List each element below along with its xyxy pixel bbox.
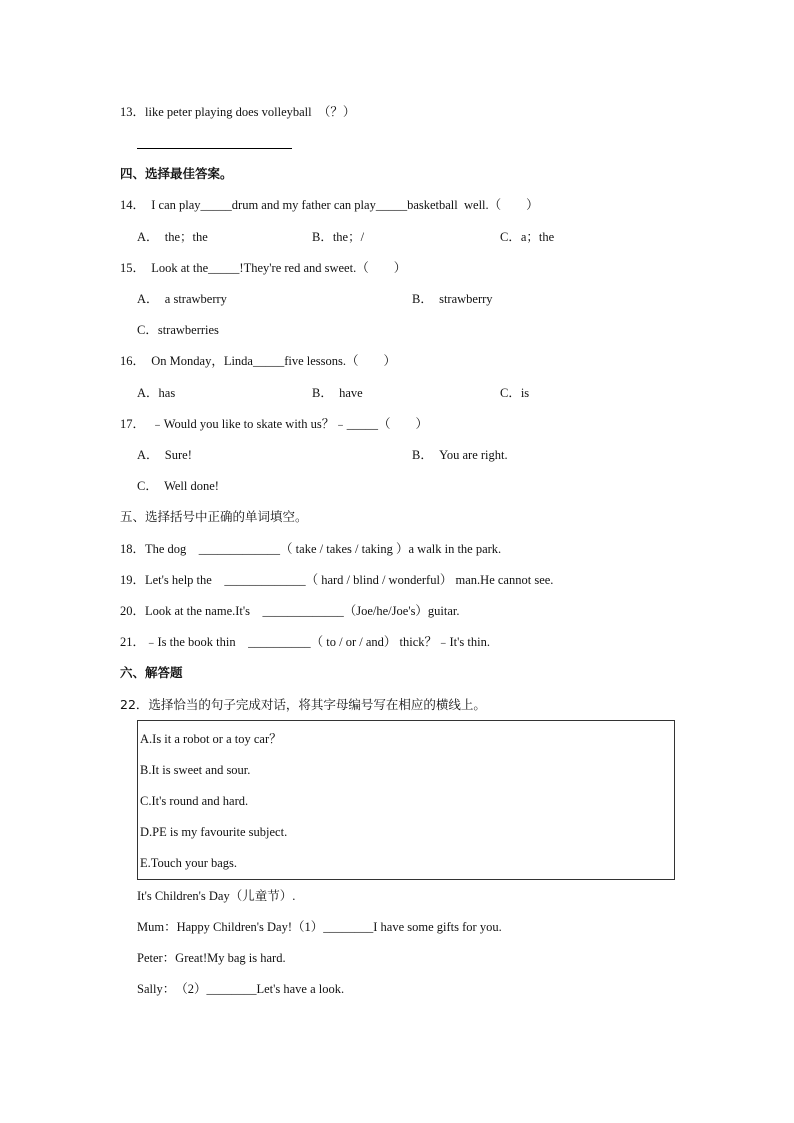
q15-option-b[interactable]: B． strawberry: [412, 292, 493, 306]
option-c: C.It's round and hard.: [140, 794, 249, 808]
q15-option-a[interactable]: A． a strawberry: [137, 292, 227, 306]
question-14: 14． I can play_____drum and my father can play_____basketball well.（ ）: [120, 198, 539, 212]
question-21: 21．﹣Is the book thin __________（ to / or / and） thick？﹣It's thin.: [120, 635, 490, 649]
option-e: E.Touch your bags.: [140, 856, 238, 870]
question-18: 18．The dog _____________（ take / takes / taking ）a walk in the park.: [120, 542, 502, 556]
section-4-title: 四、选择最佳答案。: [120, 166, 233, 181]
dialog-line-4: Sally： （2）________Let's have a look.: [137, 982, 345, 996]
dialog-line-3: Peter：Great!My bag is hard.: [137, 951, 286, 965]
q16-option-c[interactable]: C．is: [500, 386, 530, 400]
question-19: 19．Let's help the _____________（ hard / blind / wonderful） man.He cannot see.: [120, 573, 554, 587]
q14-option-c[interactable]: C．a；the: [500, 230, 555, 244]
q14-option-a[interactable]: A． the；the: [137, 230, 208, 244]
question-20: 20．Look at the name.It's _____________（Joe/he/Joe's）guitar.: [120, 604, 460, 618]
question-13: 13．like peter playing does volleyball （？）: [120, 105, 356, 119]
q14-option-b[interactable]: B．the；/: [312, 230, 365, 244]
question-17: 17． ﹣Would you like to skate with us？﹣_____（ ）: [120, 417, 429, 431]
option-b: B.It is sweet and sour.: [140, 763, 251, 777]
q15-option-c[interactable]: C．strawberries: [137, 323, 219, 337]
q16-option-b[interactable]: B． have: [312, 386, 363, 400]
option-a: A.Is it a robot or a toy car？: [140, 732, 282, 746]
section-6-title: 六、解答题: [120, 665, 183, 680]
question-22: 22．选择恰当的句子完成对话，将其字母编号写在相应的横线上。: [120, 697, 486, 712]
dialog-line-2: Mum：Happy Children's Day!（1）________I have some gifts for you.: [137, 920, 502, 934]
section-5-title: 五、选择括号中正确的单词填空。: [120, 509, 308, 524]
q17-option-c[interactable]: C． Well done!: [137, 479, 219, 493]
q16-option-a[interactable]: A．has: [137, 386, 176, 400]
option-d: D.PE is my favourite subject.: [140, 825, 288, 839]
q17-option-b[interactable]: B． You are right.: [412, 448, 508, 462]
answer-line-13[interactable]: [137, 148, 292, 149]
question-15: 15． Look at the_____!They're red and sweet.（ ）: [120, 261, 407, 275]
q17-option-a[interactable]: A． Sure!: [137, 448, 192, 462]
question-16: 16． On Monday，Linda_____five lessons.（ ）: [120, 354, 397, 368]
options-box: [137, 720, 675, 880]
dialog-line-1: It's Children's Day（儿童节）.: [137, 889, 296, 903]
